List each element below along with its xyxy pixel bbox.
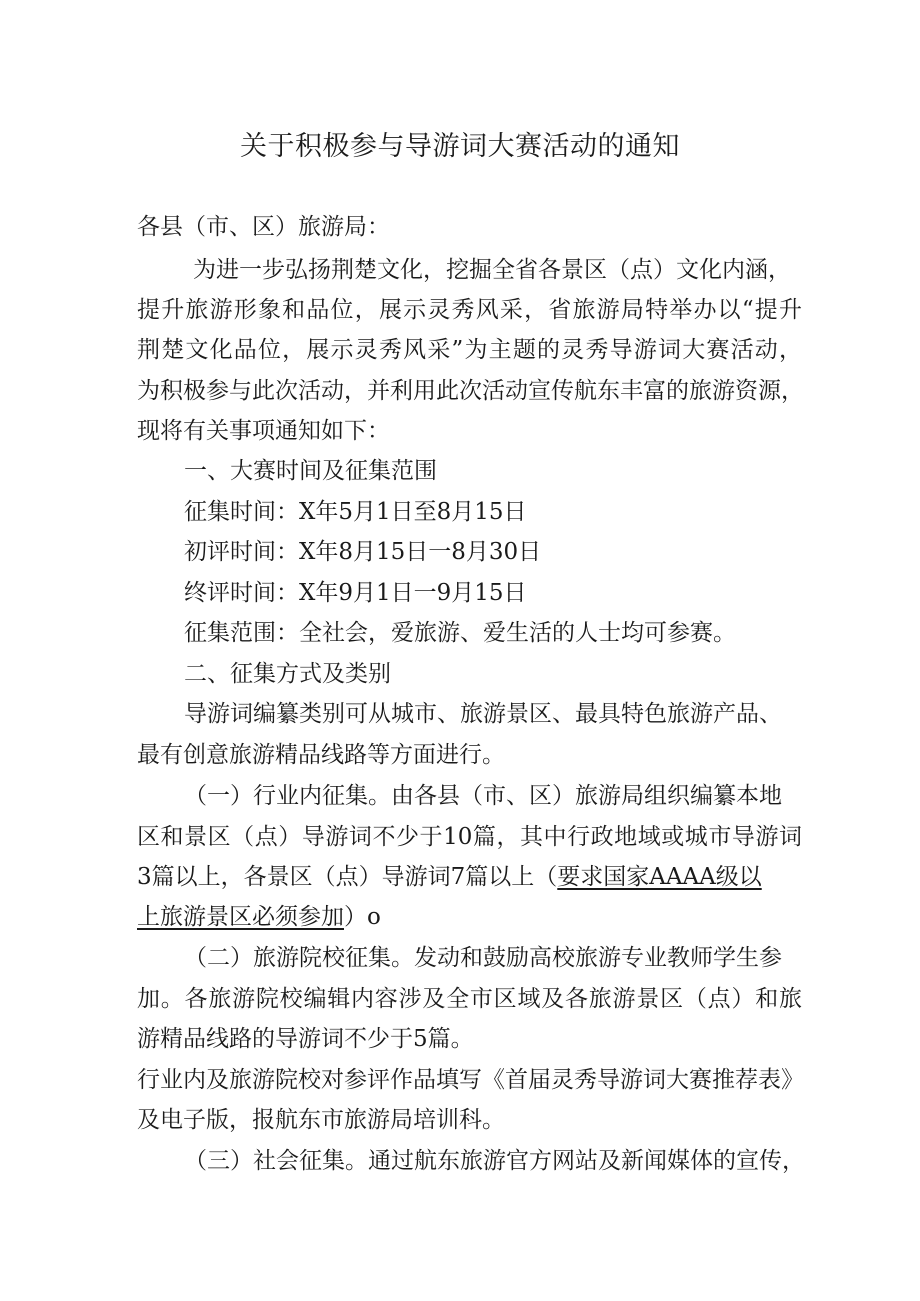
salutation: 各县（市、区）旅游局：: [137, 214, 390, 240]
paragraph-line: [137, 862, 762, 892]
paragraph-line: 区和景区（点）导游词不少于10篇，其中行政地域或城市导游词: [137, 824, 802, 850]
schedule-line: 终评时间：X年9月1日一9月15日: [184, 580, 527, 606]
paragraph-line: （三）社会征集。通过航东旅游官方网站及新闻媒体的宣传，: [184, 1148, 805, 1174]
schedule-line: 征集时间：X年5月1日至8月15日: [184, 499, 527, 525]
paragraph-line: 现将有关事项通知如下：: [137, 418, 390, 444]
paragraph-line: [137, 902, 381, 932]
paragraph-line: 加。各旅游院校编辑内容涉及全市区域及各旅游景区（点）和旅: [137, 986, 802, 1012]
paragraph-line: 行业内及旅游院校对参评作品填写《首届灵秀导游词大赛推荐表》: [137, 1067, 804, 1093]
underlined-text: 要求国家AAAA级以: [557, 864, 762, 890]
paragraph-line: 及电子版，报航东市旅游局培训科。: [137, 1107, 505, 1133]
section-heading: 一、大赛时间及征集范围: [184, 458, 437, 484]
paragraph-line: 为进一步弘扬荆楚文化，挖掘全省各景区（点）文化内涵，: [193, 257, 791, 283]
paragraph-line: 游精品线路的导游词不少于5篇。: [137, 1026, 474, 1052]
paragraph-line: 提升旅游形象和品位，展示灵秀风采，省旅游局特举办以“提升: [137, 297, 802, 323]
paragraph-line: 最有创意旅游精品线路等方面进行。: [137, 742, 505, 768]
schedule-line: 初评时间：X年8月15日一8月30日: [184, 539, 542, 565]
text-run: ）o: [344, 904, 381, 930]
section-heading: 二、征集方式及类别: [184, 661, 391, 687]
paragraph-line: 为积极参与此次活动，并利用此次活动宣传航东丰富的旅游资源，: [137, 378, 804, 404]
scope-line: 征集范围：全社会，爱旅游、爱生活的人士均可参赛。: [184, 620, 736, 646]
text-run: 3篇以上，各景区（点）导游词7篇以上（: [137, 864, 558, 890]
paragraph-line: 导游词编纂类别可从城市、旅游景区、最具特色旅游产品、: [184, 701, 782, 727]
page-title: 关于积极参与导游词大赛活动的通知: [240, 131, 680, 162]
underlined-text: 上旅游景区必须参加: [137, 904, 344, 930]
paragraph-line: 荆楚文化品位，展示灵秀风采”为主题的灵秀导游词大赛活动，: [137, 337, 802, 363]
paragraph-line: （二）旅游院校征集。发动和鼓励高校旅游专业教师学生参: [184, 945, 782, 971]
paragraph-line: （一）行业内征集。由各县（市、区）旅游局组织编纂本地: [184, 783, 782, 809]
